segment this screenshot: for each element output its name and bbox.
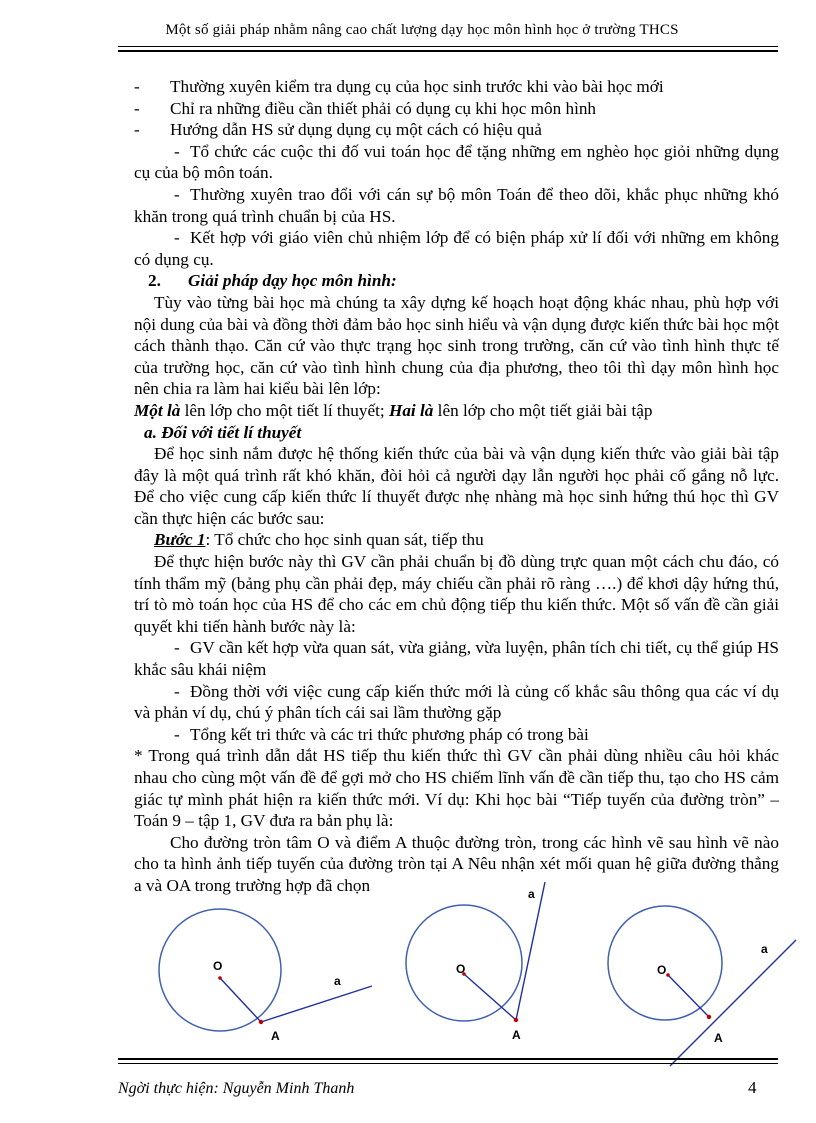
step-heading (134, 529, 779, 551)
list-item-text: Kết hợp với giáo viên chủ nhiệm lớp để có biện pháp xử lí đối với những em không có dụng cụ. (134, 228, 779, 269)
list-item (134, 119, 779, 141)
list-dash: - (174, 228, 180, 248)
list-item (134, 141, 779, 184)
example-paragraph: Cho đường tròn tâm O và điểm A thuộc đường tròn, trong các hình vẽ sau hình vẽ nào cho ta hình ảnh tiếp tuyến của đường tròn tại A Nêu nhận xét mối quan hệ giữa đường thẳng a và OA trong trường hợp đã chọn (134, 832, 779, 895)
tangent-figures (140, 887, 800, 1055)
footer-author: Ngời thực hiện: Nguyễn Minh Thanh (118, 1080, 355, 1097)
note-paragraph: * Trong quá trình dẫn dắt HS tiếp thu kiến thức thì GV cần phải dùng nhiều câu hỏi khác nhau cho cùng một vấn đề để gợi mở cho HS chiếm lĩnh vấn đề cần tiếp thu, tạo cho HS cảm giác tự mình phát hiện ra kiến thức mới. Ví dụ: Khi học bài “Tiếp tuyến của đường tròn” – Toán 9 – tập 1, GV đưa ra bản phụ là: (134, 746, 779, 831)
radius-oa (464, 974, 516, 1020)
header-rule (118, 46, 778, 47)
list-dash: - (174, 681, 180, 701)
list-item (134, 637, 779, 680)
center-point (666, 973, 670, 977)
page-header: Một số giải pháp nhằm nâng cao chất lượng dạy học môn hình học ở trường THCS (165, 22, 679, 38)
page-number: 4 (748, 1078, 757, 1097)
figure-2 (406, 882, 545, 1042)
list-item (134, 184, 779, 227)
center-label: O (657, 963, 667, 977)
type2-text: lên lớp cho một tiết giải bài tập (433, 400, 653, 420)
list-dash: - (134, 98, 140, 118)
list-item (134, 98, 779, 120)
list-item-text: Tổ chức các cuộc thi đố vui toán học để tặng những em nghèo học giỏi những dụng cụ của bộ môn toán. (134, 141, 779, 183)
point-a (514, 1018, 518, 1022)
point-label: A (512, 1028, 521, 1042)
type1-label: Một là (134, 400, 181, 420)
list-item (134, 681, 779, 724)
radius-oa (220, 978, 261, 1022)
center-point (218, 976, 222, 980)
list-item-text: Thường xuyên trao đổi với cán sự bộ môn Toán để theo dõi, khắc phục những khó khăn trong quá trình chuẩn bị của HS. (134, 184, 779, 226)
type2-label: Hai là (388, 400, 434, 420)
line-label: a (761, 942, 768, 956)
list-item-text: Hướng dẫn HS sử dụng dụng cụ một cách có hiệu quả (170, 120, 542, 140)
list-dash: - (134, 77, 140, 96)
line-label: a (334, 974, 341, 988)
line-a (670, 940, 796, 1066)
list-item-text: Thường xuyên kiểm tra dụng cụ của học sinh trước khi vào bài học mới (170, 77, 664, 96)
list-dash: - (174, 724, 180, 744)
list-item (134, 76, 779, 98)
header-rule-thick (118, 50, 778, 52)
list-item-text: Chỉ ra những điều cần thiết phải có dụng cụ khi học môn hình (170, 98, 597, 118)
list-item (134, 724, 779, 746)
lesson-types (134, 400, 779, 422)
document-body (134, 76, 779, 897)
step-paragraph: Để thực hiện bước này thì GV cần phải chuẩn bị đồ dùng trực quan một cách chu đáo, có tính thẩm mỹ (bảng phụ cần phải đẹp, máy chiếu cần phải rõ ràng ….) để khơi dậy hứng thú, trí tò mò toán học của HS để cho các em chủ động tiếp thu kiến thức. Một số vấn đề cần giải quyết khi tiến hành bước này là: (134, 552, 779, 636)
point-a (259, 1020, 263, 1024)
list-item (134, 227, 779, 270)
radius-oa (668, 975, 709, 1017)
list-item-text: Tổng kết tri thức và các tri thức phương pháp có trong bài (190, 724, 589, 744)
list-dash: - (174, 638, 180, 658)
list-item-text: Đồng thời với việc cung cấp kiến thức mới là củng cố khắc sâu thông qua các ví dụ và phản ví dụ, chú ý phân tích cái sai lầm thường gặp (134, 681, 779, 723)
figure-3 (608, 906, 796, 1066)
step-label: Bước 1 (154, 530, 206, 550)
section-title: Giải pháp dạy học môn hình: (188, 271, 397, 291)
tangent-figures-svg (140, 887, 800, 1055)
subsection-paragraph: Để học sinh nắm được hệ thống kiến thức của bài và vận dụng kiến thức vào giải bài tập đây là một quá trình rất khó khăn, đòi hỏi cả người dạy lẫn người học phải cố gắng nỗ lực. Để cho việc cung cấp kiến thức lí thuyết được nhẹ nhàng mà học sinh hứng thú học thì GV cần thực hiện các bước sau: (134, 444, 779, 528)
section-heading (134, 270, 779, 292)
list-item-text: GV cần kết hợp vừa quan sát, vừa giảng, vừa luyện, phân tích chi tiết, cụ thể giúp HS khắc sâu khái niệm (134, 638, 779, 680)
point-a (707, 1015, 711, 1019)
list-dash: - (134, 120, 140, 140)
footer-rule-thick (118, 1058, 778, 1060)
list-dash: - (174, 184, 180, 204)
type1-text: lên lớp cho một tiết lí thuyết; (180, 400, 389, 420)
line-label: a (528, 887, 535, 901)
footer-rule (118, 1063, 778, 1064)
subsection-heading: a. Đối với tiết lí thuyết (144, 422, 302, 442)
figure-1 (159, 909, 372, 1043)
step-text: : Tổ chức cho học sinh quan sát, tiếp thu (205, 530, 484, 550)
point-label: A (271, 1029, 280, 1043)
center-label: O (213, 959, 223, 973)
section-paragraph: Tùy vào từng bài học mà chúng ta xây dựng kế hoạch hoạt động khác nhau, phù hợp với nội dung của bài và đồng thời đảm bảo học sinh hiểu và vận dụng được kiến thức bài học một cách thành thạo. Căn cứ vào thực trạng học sinh trong trường, căn cứ vào tình hình thực tế của trường học, căn cứ vào tình hình chung của địa phương, theo tôi thì dạy môn hình học nên chia ra làm hai kiểu bài lên lớp: (134, 292, 779, 399)
center-label: O (456, 962, 466, 976)
list-dash: - (174, 141, 180, 161)
section-number: 2. (148, 271, 161, 291)
point-label: A (714, 1031, 723, 1045)
